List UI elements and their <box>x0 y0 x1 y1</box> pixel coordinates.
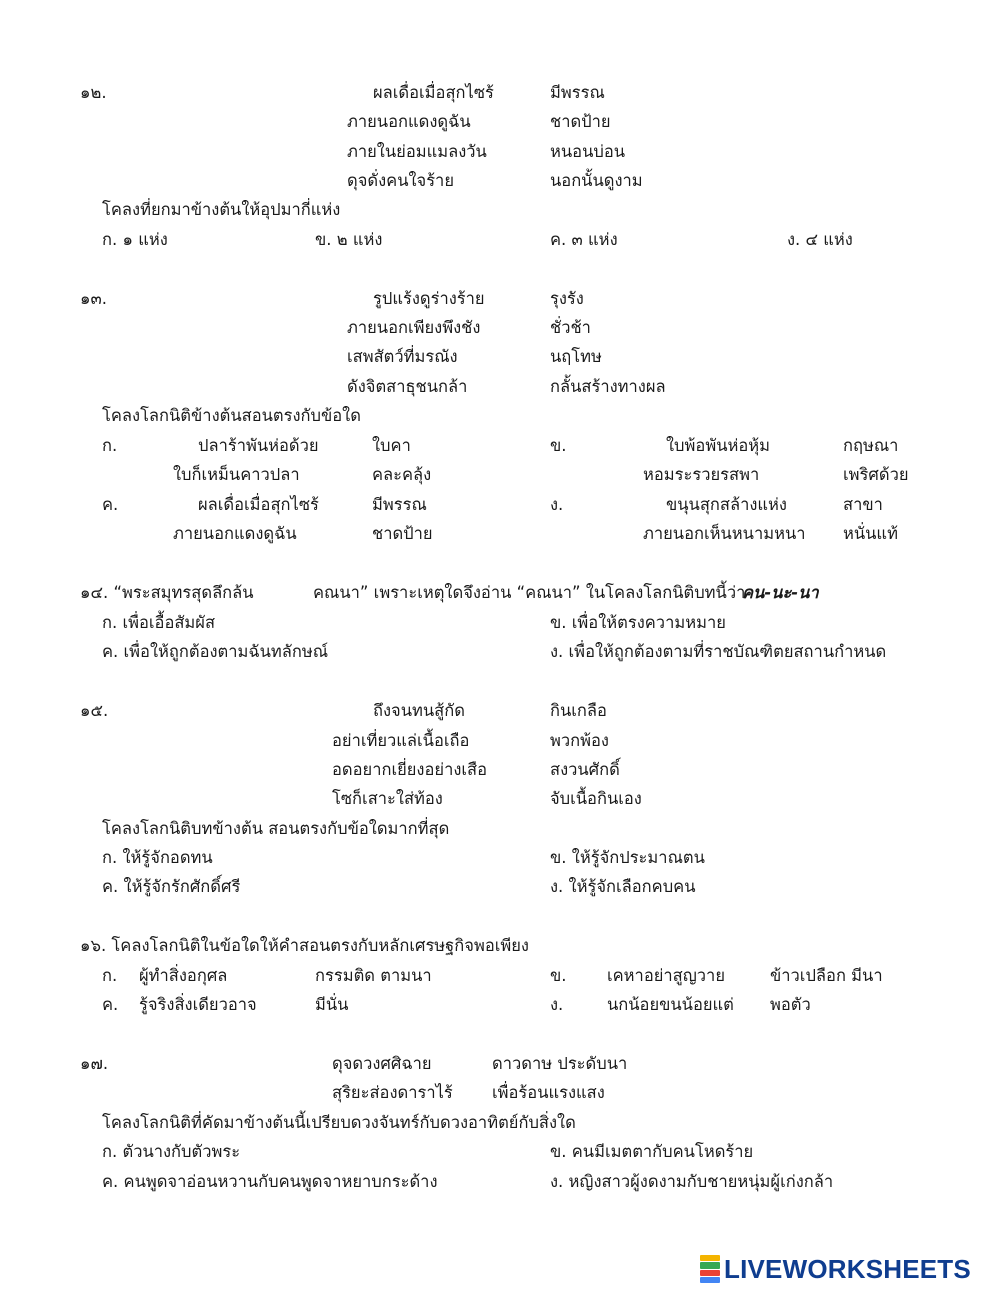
q12-choice-d[interactable]: ง. ๔ แห่ง <box>787 230 853 249</box>
q12-number: ๑๒. <box>80 83 107 102</box>
q13-line2-a: ภายนอกเพียงพึงชัง <box>347 318 481 337</box>
q15-line3-b: สงวนศักดิ์ <box>550 760 620 779</box>
q16-choice-a-label[interactable]: ก. <box>102 966 118 985</box>
q15-question: โคลงโลกนิติบทข้างต้น สอนตรงกับข้อใดมากที่สุด <box>102 819 450 838</box>
q13-line3-b: นฤโทษ <box>550 347 602 366</box>
q13-choice-d-label[interactable]: ง. <box>550 495 564 514</box>
q12-choice-b[interactable]: ข. ๒ แห่ง <box>315 230 383 249</box>
q16-choice-c-text1: รู้จริงสิ่งเดียวอาจ <box>139 995 257 1014</box>
q16-choice-d-label[interactable]: ง. <box>550 995 564 1014</box>
q15-line1-a: ถึงจนทนสู้กัด <box>373 701 465 720</box>
q13-choice-b-line1: ใบพ้อพันห่อหุ้ม <box>666 436 771 455</box>
q13-choice-a-line1-end: ใบคา <box>372 436 411 455</box>
q13-choice-b-label[interactable]: ข. <box>550 436 567 455</box>
q14-question-emphasis: คน-นะ-นา <box>742 583 819 602</box>
q15-line4-a: โซก็เสาะใส่ท้อง <box>332 789 443 808</box>
q13-choice-c-line2-end: ชาดป้าย <box>372 524 433 543</box>
q17-line2-b: เพื่อร้อนแรงแสง <box>492 1083 605 1102</box>
q13-line4-a: ดังจิตสาธุชนกล้า <box>347 377 468 396</box>
q12-question: โคลงที่ยกมาข้างต้นให้อุปมากี่แห่ง <box>102 200 341 219</box>
q12-line2-b: ชาดป้าย <box>550 112 611 131</box>
q13-line1-b: รุงรัง <box>550 289 584 308</box>
q17-question: โคลงโลกนิติที่คัดมาข้างต้นนี้เปรียบดวงจันทร์กับดวงอาทิตย์กับสิ่งใด <box>102 1113 576 1132</box>
q17-choice-b[interactable]: ข. คนมีเมตตากับคนโหดร้าย <box>550 1142 754 1161</box>
q12-line3-a: ภายในย่อมแมลงวัน <box>347 142 487 161</box>
q17-number: ๑๗. <box>80 1054 109 1073</box>
liveworksheets-brand <box>700 1252 971 1286</box>
q16-choice-b-label[interactable]: ข. <box>550 966 567 985</box>
q13-number: ๑๓. <box>80 289 107 308</box>
q12-line4-b: นอกนั้นดูงาม <box>550 171 643 190</box>
q16-choice-c-label[interactable]: ค. <box>102 995 119 1014</box>
q14-choice-b[interactable]: ข. เพื่อให้ตรงความหมาย <box>550 613 726 632</box>
q15-number: ๑๕. <box>80 701 109 720</box>
q16-question: ๑๖. โคลงโลกนิติในข้อใดให้คำสอนตรงกับหลักเศรษฐกิจพอเพียง <box>80 936 529 955</box>
q13-choice-a-label[interactable]: ก. <box>102 436 118 455</box>
q13-choice-c-line2: ภายนอกแดงดูฉัน <box>173 524 297 543</box>
q13-choice-d-line1: ขนุนสุกสล้างแห่ง <box>666 495 787 514</box>
q13-line4-b: กลั้นสร้างทางผล <box>550 377 666 396</box>
q16-choice-d-text2: พอตัว <box>770 995 811 1014</box>
q13-choice-d-line2: ภายนอกเห็นหนามหนา <box>643 524 806 543</box>
q14-question-prefix: ๑๔. “พระสมุทรสุดลึกล้น <box>80 583 254 602</box>
liveworksheets-logo-icon <box>700 1255 720 1283</box>
q14-choice-c[interactable]: ค. เพื่อให้ถูกต้องตามฉันทลักษณ์ <box>102 642 329 661</box>
q17-choice-a[interactable]: ก. ตัวนางกับตัวพระ <box>102 1142 241 1161</box>
q13-choice-a-line2-end: คละคลุ้ง <box>372 465 432 484</box>
q15-choice-c[interactable]: ค. ให้รู้จักรักศักดิ์ศรี <box>102 877 241 896</box>
q16-choice-b-text2: ข้าวเปลือก มีนา <box>770 966 883 985</box>
q12-line1-a: ผลเดื่อเมื่อสุกไซร้ <box>373 83 494 102</box>
q15-line1-b: กินเกลือ <box>550 701 607 720</box>
q16-choice-b-text1: เคหาอย่าสูญวาย <box>607 966 725 985</box>
q17-choice-d[interactable]: ง. หญิงสาวผู้งดงามกับชายหนุ่มผู้เก่งกล้า <box>550 1172 834 1191</box>
q13-choice-c-label[interactable]: ค. <box>102 495 119 514</box>
q13-line2-b: ชั่วช้า <box>550 318 591 337</box>
q15-line3-a: อดอยากเยี่ยงอย่างเสือ <box>332 760 488 779</box>
q17-line1-a: ดุจดวงศศิฉาย <box>332 1054 432 1073</box>
q15-line2-a: อย่าเที่ยวแล่เนื้อเถือ <box>332 731 470 750</box>
q16-choice-c-text2: มีนั่น <box>315 995 349 1014</box>
q13-choice-d-line1-end: สาขา <box>843 495 883 514</box>
q13-line3-a: เสพสัตว์ที่มรณัง <box>347 347 458 366</box>
q13-choice-d-line2-end: หนั่นแท้ <box>843 524 898 543</box>
q12-line4-a: ดุจดั่งคนใจร้าย <box>347 171 454 190</box>
q12-choice-c[interactable]: ค. ๓ แห่ง <box>550 230 618 249</box>
q17-line2-a: สุริยะส่องดาราไร้ <box>332 1083 453 1102</box>
q12-line1-b: มีพรรณ <box>550 83 605 102</box>
q13-line1-a: รูปแร้งดูร่างร้าย <box>373 289 485 308</box>
q15-choice-b[interactable]: ข. ให้รู้จักประมาณตน <box>550 848 705 867</box>
q16-choice-a-text1: ผู้ทำสิ่งอกุศล <box>139 966 228 985</box>
q16-choice-d-text1: นกน้อยขนน้อยแต่ <box>607 995 734 1014</box>
q13-choice-a-line1: ปลาร้าพันห่อด้วย <box>198 436 319 455</box>
q13-choice-b-line2: หอมระรวยรสพา <box>643 465 760 484</box>
q14-choice-a[interactable]: ก. เพื่อเอื้อสัมผัส <box>102 613 216 632</box>
q15-choice-d[interactable]: ง. ให้รู้จักเลือกคบคน <box>550 877 696 896</box>
liveworksheets-wordmark: LIVEWORKSHEETS <box>724 1253 971 1284</box>
q12-line3-b: หนอนบ่อน <box>550 142 626 161</box>
q17-line1-b: ดาวดาษ ประดับนา <box>492 1054 628 1073</box>
q13-choice-c-line1-end: มีพรรณ <box>372 495 427 514</box>
q14-choice-d[interactable]: ง. เพื่อให้ถูกต้องตามที่ราชบัณฑิตยสถานกำหนด <box>550 642 887 661</box>
q12-line2-a: ภายนอกแดงดูฉัน <box>347 112 471 131</box>
q16-choice-a-text2: กรรมติด ตามนา <box>315 966 432 985</box>
q15-line2-b: พวกพ้อง <box>550 731 609 750</box>
q13-choice-a-line2: ใบก็เหม็นคาวปลา <box>173 465 300 484</box>
q15-line4-b: จับเนื้อกินเอง <box>550 789 642 808</box>
q13-question: โคลงโลกนิติข้างต้นสอนตรงกับข้อใด <box>102 406 361 425</box>
q13-choice-b-line2-end: เพริศด้วย <box>843 465 909 484</box>
q13-choice-c-line1: ผลเดื่อเมื่อสุกไซร้ <box>198 495 319 514</box>
q15-choice-a[interactable]: ก. ให้รู้จักอดทน <box>102 848 213 867</box>
q12-choice-a[interactable]: ก. ๑ แห่ง <box>102 230 168 249</box>
q14-question-mid: คณนา” เพราะเหตุใดจึงอ่าน “คณนา” ในโคลงโลกนิติบทนี้ว่า <box>313 583 746 602</box>
q17-choice-c[interactable]: ค. คนพูดจาอ่อนหวานกับคนพูดจาหยาบกระด้าง <box>102 1172 438 1191</box>
q13-choice-b-line1-end: กฤษณา <box>843 436 899 455</box>
